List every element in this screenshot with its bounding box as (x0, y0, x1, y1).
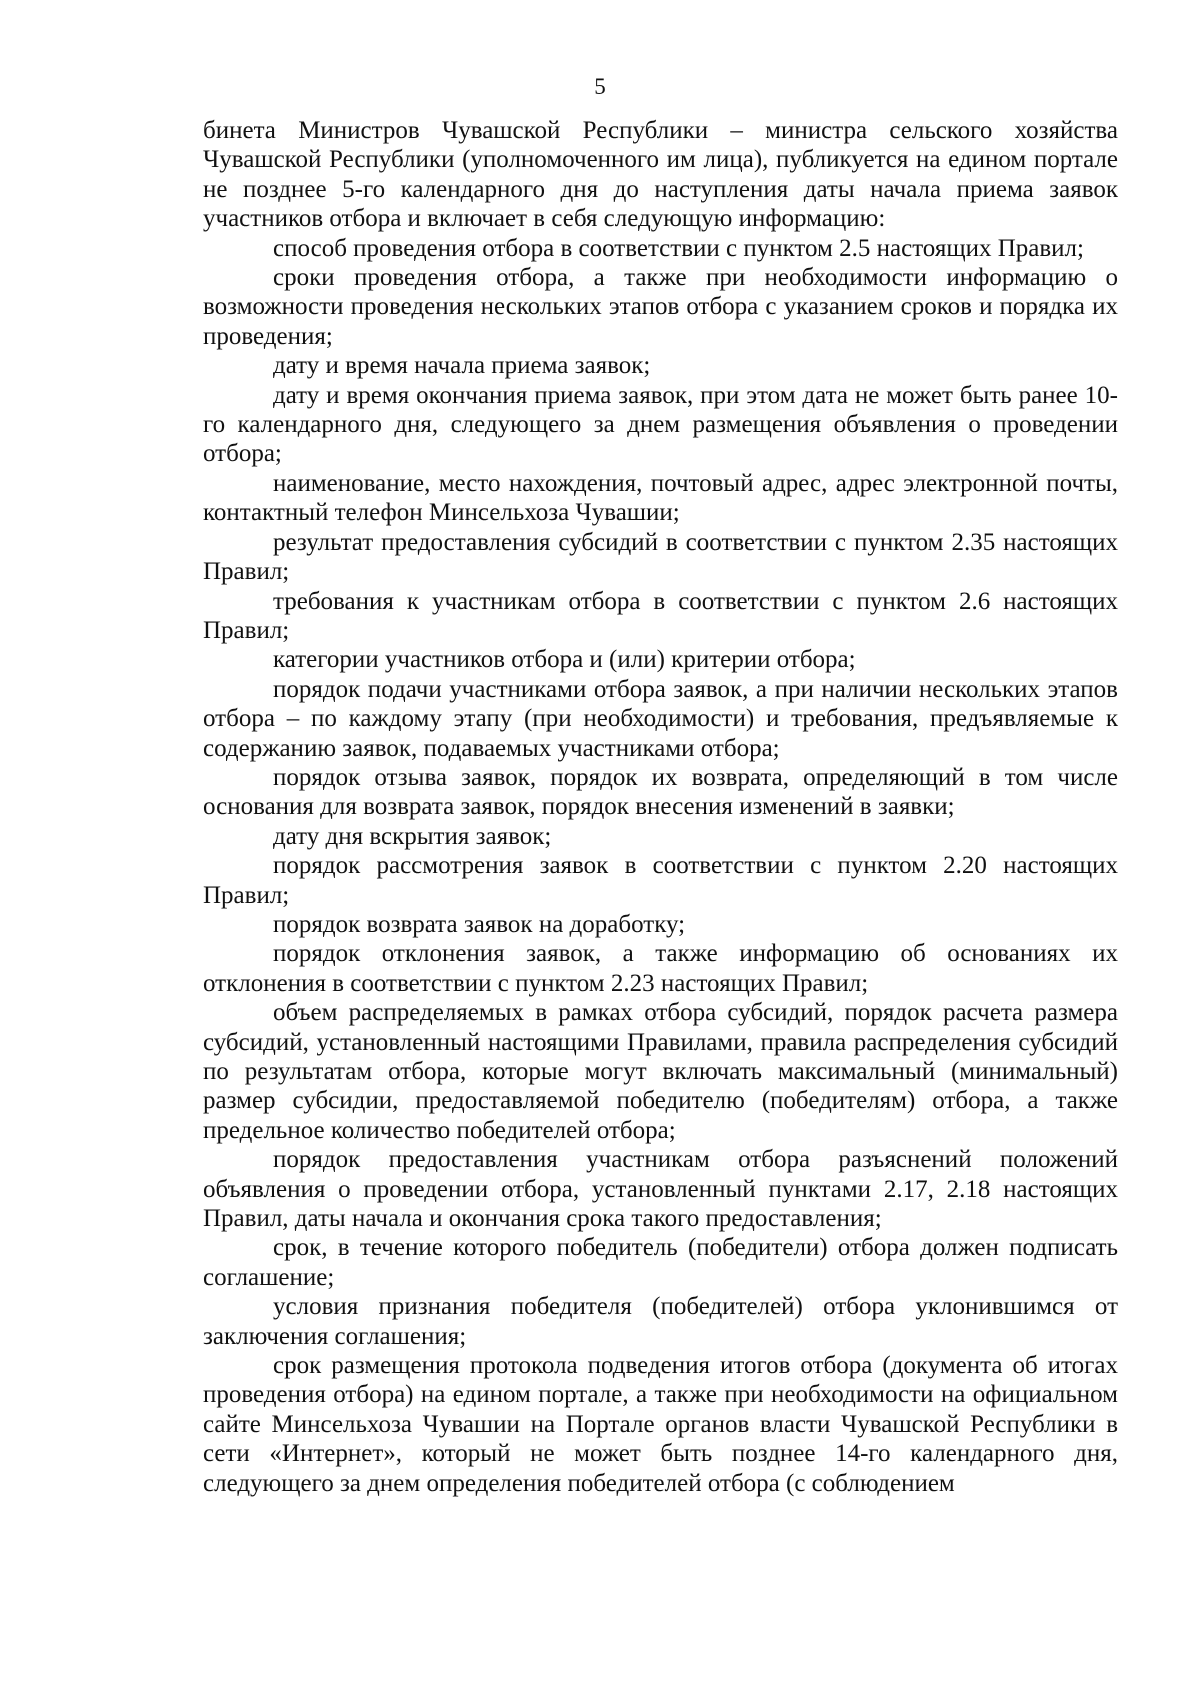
paragraph: наименование, место нахождения, почтовый адрес, адрес электронной почты, контактный телефон Минсельхоза Чувашии; (203, 469, 1118, 527)
page-number: 5 (594, 74, 606, 99)
paragraph: порядок отзыва заявок, порядок их возврата, определяющий в том числе основания для возврата заявок, порядок внесения изменений в заявки; (203, 763, 1118, 821)
paragraph: способ проведения отбора в соответствии с пунктом 2.5 настоящих Правил; (273, 234, 1084, 262)
paragraph: условия признания победителя (победителей) отбора уклонившимся от заключения соглашения; (203, 1293, 1118, 1350)
paragraph: порядок подачи участниками отбора заявок, а при наличии нескольких этапов отбора – по каждому этапу (при необходимости) и требования, предъявляемые к содержанию заявок, подаваемых участниками отбора; (203, 675, 1118, 762)
paragraph: дату дня вскрытия заявок; (273, 822, 552, 850)
paragraph: дату и время окончания приема заявок, при этом дата не может быть ранее 10-го календарного дня, следующего за днем размещения объявления о проведении отбора; (203, 381, 1118, 468)
paragraph: требования к участникам отбора в соответствии с пунктом 2.6 настоящих Правил; (203, 587, 1118, 644)
document-body (203, 116, 1118, 1498)
paragraph: срок размещения протокола подведения итогов отбора (документа об итогах проведения отбора) на едином портале, а также при необходимости на официальном сайте Минсельхоза Чувашии на Портале органов власти Чувашской Республики в сети «Интернет», который не может быть позднее 14-го календарного дня, следующего за днем определения победителей отбора (с соблюдением (203, 1352, 1118, 1497)
paragraph: порядок предоставления участникам отбора разъяснений положений объявления о проведении отбора, установленный пунктами 2.17, 2.18 настоящих Правил, даты начала и окончания срока такого предоставления; (203, 1146, 1118, 1233)
paragraph: результат предоставления субсидий в соответствии с пунктом 2.35 настоящих Правил; (203, 528, 1118, 586)
paragraph: бинета Министров Чувашской Республики – министра сельского хозяйства Чувашской Республики (уполномоченного им лица), публикуется на едином портале не позднее 5-го календарного дня до наступления даты начала приема заявок участников отбора и включает в себя следующую информацию: (203, 117, 1118, 233)
paragraph: срок, в течение которого победитель (победители) отбора должен подписать соглашение; (203, 1234, 1118, 1291)
paragraph: дату и время начала приема заявок; (273, 352, 651, 380)
paragraph: порядок возврата заявок на доработку; (273, 910, 686, 938)
paragraph: порядок отклонения заявок, а также информацию об основаниях их отклонения в соответствии с пунктом 2.23 настоящих Правил; (203, 940, 1118, 997)
paragraph: порядок рассмотрения заявок в соответствии с пунктом 2.20 настоящих Правил; (203, 852, 1118, 909)
paragraph: категории участников отбора и (или) критерии отбора; (273, 646, 856, 674)
paragraph: объем распределяемых в рамках отбора субсидий, порядок расчета размера субсидий, установленный настоящими Правилами, правила распределения субсидий по результатам отбора, которые могут включать максимальный (минимальный) размер субсидии, предоставляемой победителю (победителям) отбора, а также предельное количество победителей отбора; (203, 999, 1118, 1144)
paragraph: сроки проведения отбора, а также при необходимости информацию о возможности проведения нескольких этапов отбора с указанием сроков и порядка их проведения; (203, 264, 1118, 350)
